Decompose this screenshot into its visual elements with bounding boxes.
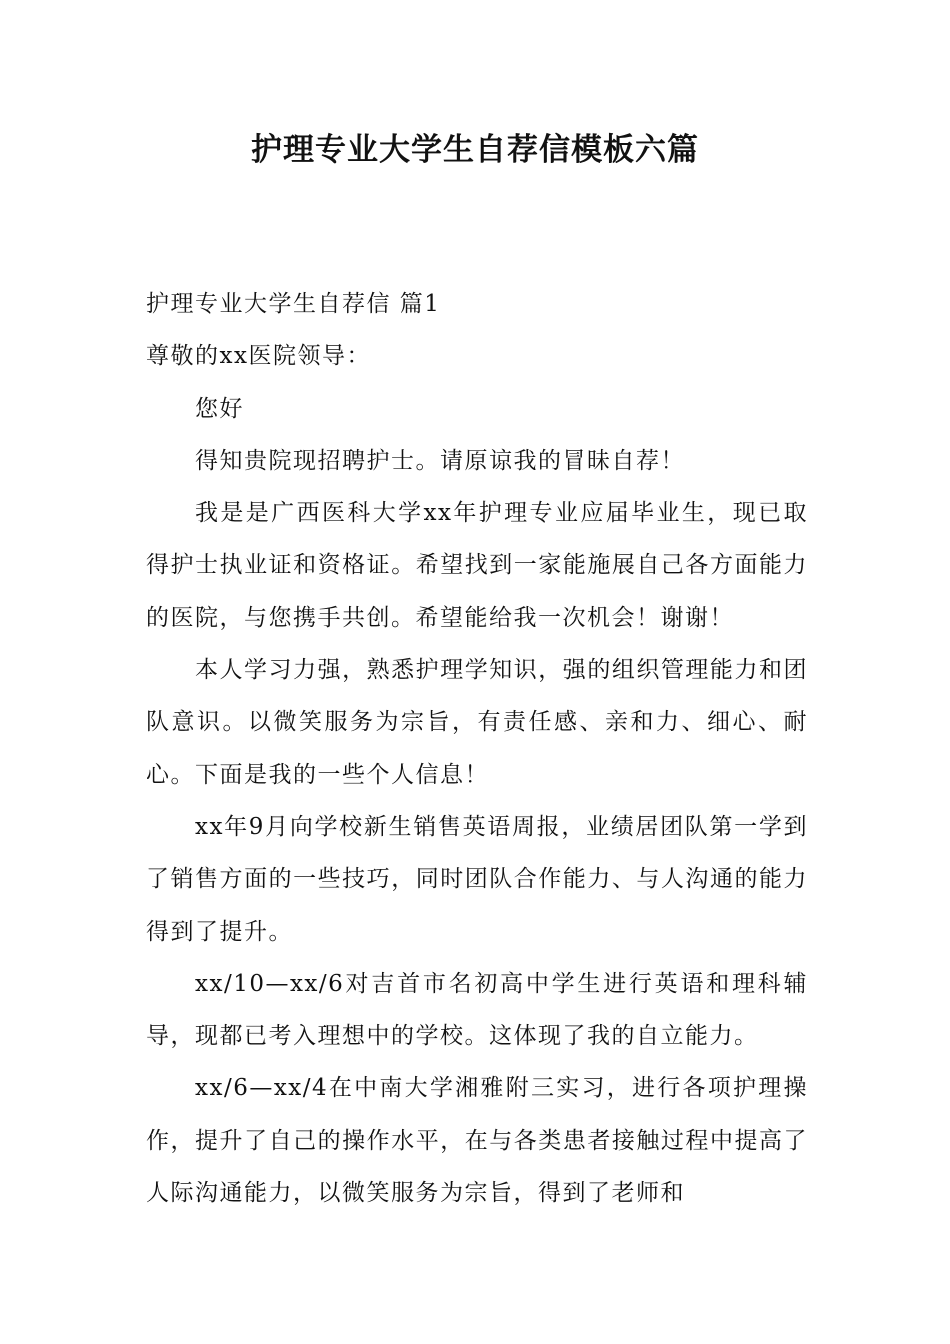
salutation: 尊敬的xx医院领导： bbox=[146, 343, 371, 370]
paragraph-experience-internship: xx/6—xx/4在中南大学湘雅附三实习，进行各项护理操作，提升了自己的操作水平，在与各类患者接触过程中提高了人际沟通能力，以微笑服务为宗旨，得到了老师和 bbox=[146, 1075, 808, 1207]
paragraph-background: 我是是广西医科大学xx年护理专业应届毕业生，现已取得护士执业证和资格证。希望找到一家能施展自己各方面能力的医院，与您携手共创。希望能给我一次机会！谢谢！ bbox=[146, 500, 808, 631]
paragraph-intro: 得知贵院现招聘护士。请原谅我的冒昧自荐！ bbox=[195, 447, 685, 474]
paragraph-experience-tutoring: xx/10—xx/6对吉首市名初高中学生进行英语和理科辅导，现都已考入理想中的学校。这体现了我的自立能力。 bbox=[146, 970, 808, 1050]
paragraph-strengths: 本人学习力强，熟悉护理学知识，强的组织管理能力和团队意识。以微笑服务为宗旨，有责任感、亲和力、细心、耐心。下面是我的一些个人信息！ bbox=[146, 657, 808, 788]
section-heading: 护理专业大学生自荐信 篇1 bbox=[146, 291, 441, 317]
document-title: 护理专业大学生自荐信模板六篇 bbox=[251, 132, 699, 168]
paragraph-experience-sales: xx年9月向学校新生销售英语周报，业绩居团队第一学到了销售方面的一些技巧，同时团队合作能力、与人沟通的能力得到了提升。 bbox=[146, 813, 808, 945]
paragraph-greeting: 您好 bbox=[195, 395, 244, 422]
document-body bbox=[146, 278, 808, 1219]
